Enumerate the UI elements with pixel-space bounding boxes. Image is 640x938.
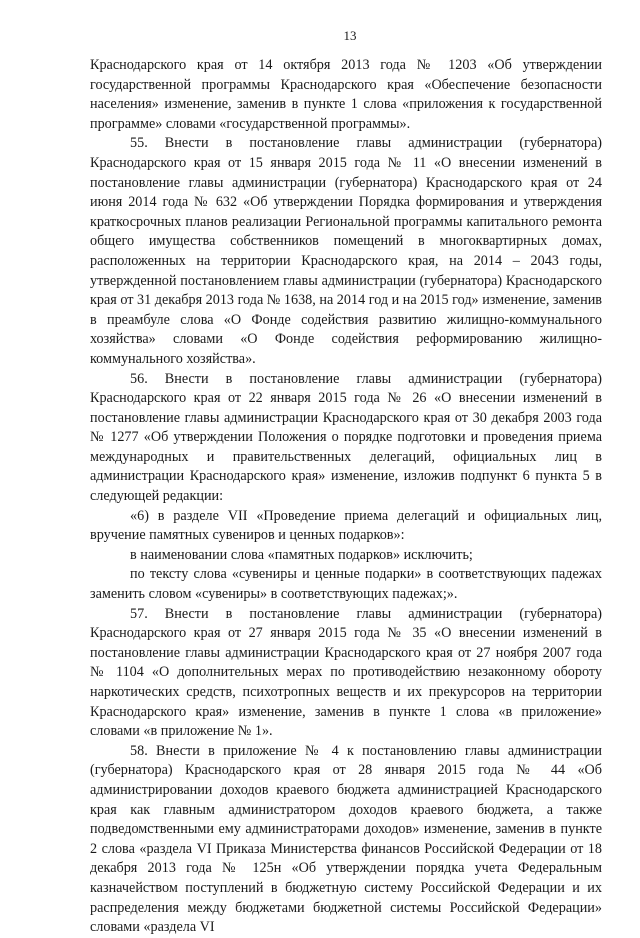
document-body — [90, 56, 602, 938]
paragraph-item-58: 58. Внести в приложение № 4 к постановлению главы администрации (губернатора) Краснодарского края от 28 января 2015 года № 44 «Об администрировании доходов краевого бюджета администрацией Краснодарского края как главным администратором доходов краевого бюджета, а также подведомственными ему администраторами доходов» изменение, заменив в пункте 2 слова «раздела VI Приказа Министерства финансов Российской Федерации от 18 декабря 2013 года № 125н «Об утверждении порядка учета Федеральным казначейством поступлений в бюджетную систему Российской Федерации и их распределения между бюджетами бюджетной системы Российской Федерации» словами «раздела VI — [90, 742, 602, 936]
paragraph-subitem-text-change: по тексту слова «сувениры и ценные подарки» в соответствующих падежах заменить словом «сувениры» в соответствующих падежах;». — [90, 566, 602, 603]
paragraph-item-56: 56. Внести в постановление главы администрации (губернатора) Краснодарского края от 22 января 2015 года № 26 «О внесении изменений в постановление главы администрации Краснодарского края от 30 декабря 2003 года № 1277 «Об утверждении Положения о порядке подготовки и проведения приема международных и правительственных делегаций, официальных лиц в администрации Краснодарского края» изменение, изложив подпункт 6 пункта 5 в следующей редакции: — [90, 370, 602, 505]
paragraph-continuation: Краснодарского края от 14 октября 2013 года № 1203 «Об утверждении государственной программы Краснодарского края «Обеспечение безопасности населения» изменение, заменив в пункте 1 слова «приложения к государственной программе» словами «государственной программы». — [90, 57, 602, 132]
paragraph-subitem-6: «6) в разделе VII «Проведение приема делегаций и официальных лиц, вручение памятных сувениров и ценных подарков»: — [90, 507, 602, 544]
paragraph-subitem-title-change: в наименовании слова «памятных подарков» исключить; — [130, 546, 473, 563]
paragraph-item-55: 55. Внести в постановление главы администрации (губернатора) Краснодарского края от 15 января 2015 года № 11 «О внесении изменений в постановление главы администрации (губернатора) Краснодарского края от 24 июня 2014 года № 632 «Об утверждении Порядка формирования и утверждения краткосрочных планов реализации Региональной программы капитального ремонта общего имущества собственников помещений в многоквартирных домах, расположенных на территории Краснодарского края, на 2014 – 2043 годы, утвержденной постановлением главы администрации (губернатора) Краснодарского края от 31 декабря 2013 года № 1638, на 2014 год и на 2015 год» изменение, заменив в преамбуле слова «О Фонде содействия развитию жилищно-коммунального хозяйства» словами «О Фонде содействия реформированию жилищно-коммунального хозяйства». — [90, 135, 602, 367]
paragraph-item-57: 57. Внести в постановление главы администрации (губернатора) Краснодарского края от 27 января 2015 года № 35 «О внесении изменений в постановление главы администрации Краснодарского края от 27 ноября 2007 года № 1104 «О дополнительных мерах по противодействию незаконному обороту наркотических средств, психотропных веществ и их прекурсоров на территории Краснодарского края» изменение, заменив в пункте 1 слова «в приложение» словами «в приложение № 1». — [90, 605, 602, 740]
page-number: 13 — [343, 28, 357, 43]
